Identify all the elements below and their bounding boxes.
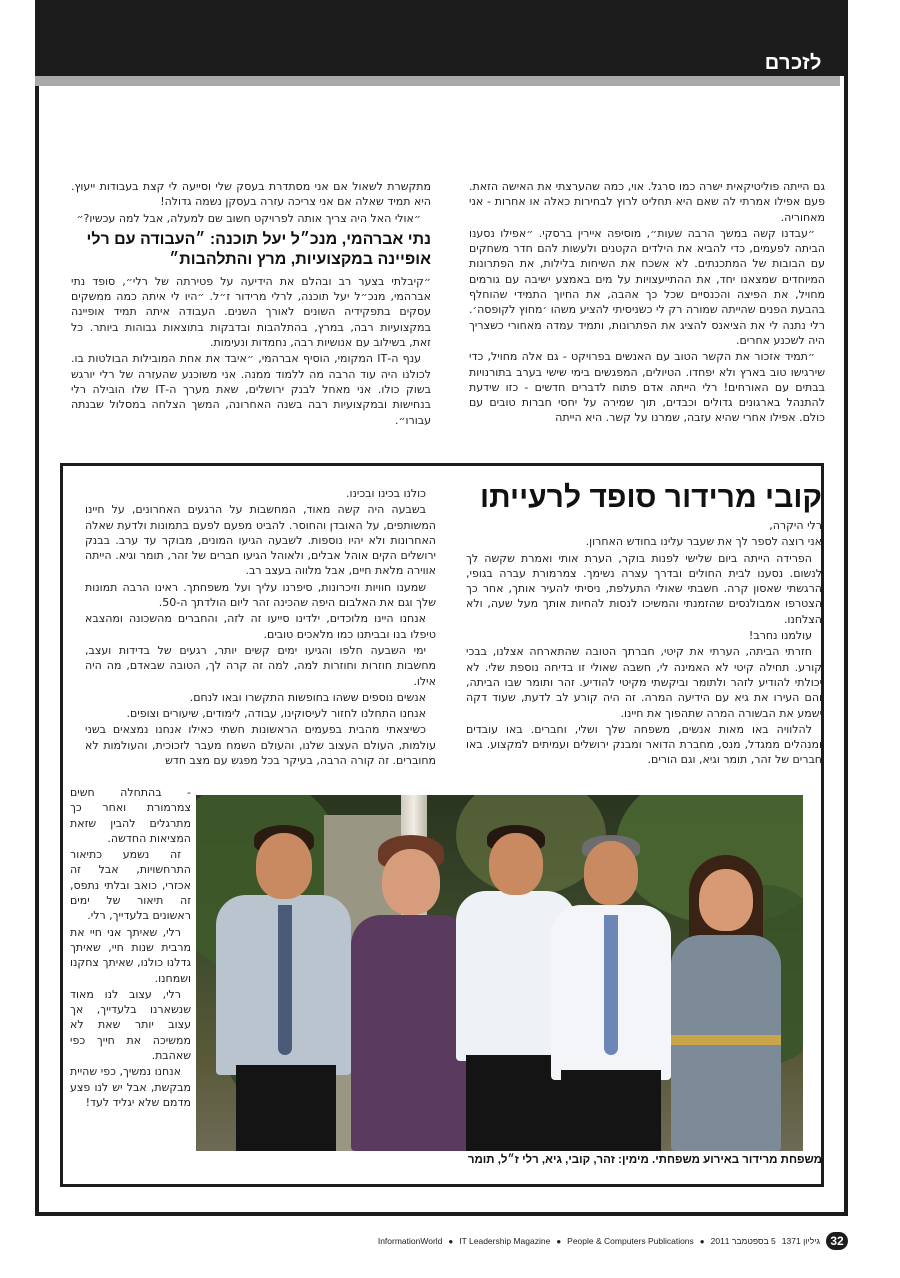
paragraph: ימי השבעה חלפו והגיעו ימים קשים יותר, רגעים של בדידות ועצב, מחשבות חוזרות וחוזרות למה, למה זה קרה לך, הטובה שבאדם, מה היה אילו.	[85, 643, 436, 688]
person-figure	[206, 825, 356, 1151]
paragraph: אנחנו נמשיך, כפי שהיית מבקשת, אבל יש לנו פצע מדמם שלא יגליד לעד!	[70, 1065, 191, 1109]
page-number: 32	[826, 1232, 848, 1250]
paragraph: רלי היקרה,	[769, 519, 822, 532]
photo-caption: משפחת מרידור באירוע משפחתי. מימין: זהר, קובי, גיא, רלי ז״ל, תומר	[467, 1154, 822, 1166]
person-figure	[546, 835, 676, 1151]
top-article-left-column	[71, 179, 431, 441]
eulogy-left-column	[85, 486, 436, 788]
paragraph: ״עבדנו קשה במשך הרבה שעות״, מוסיפה איירין ברסקי. ״אפילו נסענו הביתה לפעמים, כדי להביא את הילדים הקטנים ולעשות להם חדר משחקים עם הבובות של המתכנתים. לא אשכח את השיחות בלילות, את הפתרונות המיוחדים שמצאנו יחד, את ההתייעצויות על מי‏ם באמצע ישיבה עם גורמים מחויל, את הפיצה והכנסיים שכל כך אהבה, את החיוך התמידי שהוחלף בהבעת הפנים שהייתה שמורה רק לי כשניסיתי להציע משהו ׳מחוץ לקופסה׳. רלי נתנה לי את הציאנס להציג את הפתרונות, ותמיד עמדה מאחורי כשצריך היה לשכנע אחרים.	[469, 226, 825, 347]
page-footer	[378, 1232, 848, 1250]
paragraph: רלי, עצוב לנו מאוד שנשארנו בלעדייך, אך עצוב יותר שאת לא ממשיכה את חייך כפי שאהבת.	[70, 987, 191, 1063]
paragraph: הפרידה הייתה ביום שלישי לפנות בוקר, הערת אותי ואמרת שקשה לך לנשום. נסענו לבית החולים ובדרך עצרה נשימך. צמרמורת עברה בגופי, הרגשתי שאסון קרה. חשבתי שאולי התעלפת, ניסיתי להעיר אותך, אחר כך הצטרפו אמבולנסים שהזמנתי והמשיכו לנסות להחיות אותך מעל שעה, ולא הצלחנו.	[466, 551, 822, 626]
paragraph: ״אולי האל היה צריך אותה לפרויקט חשוב שם למעלה, אבל למה עכשיו?״	[76, 211, 421, 225]
paragraph: ענף ה-IT המקומי, הוסיף אברהמי, ״איבד את אחת המובילות הבולטות בו. לכולנו היה עוד הרבה מה ללמוד ממנה. אני משוכנע שהעזרה של רלי יורגש בשוק כולו. אני מאחל לבנק ירושלים, שאת מערך ה-IT שלו הובילה רלי בנחישות ובמקצועיות רבה בשנה האחרונה, המשך הצלחה במסלול שבנתה עבורו״.	[71, 352, 431, 427]
paragraph: רלי, שאיתך אני חיי את מרבית שנות חיי, שאיתך גדלנו כולנו, שאיתך צחקנו ושמחנו.	[70, 925, 191, 985]
paragraph: להלוויה באו מאות אנשים, משפחה שלך ושלי, וחברים. באו עובדים ומנהלים ממגדל, מנס, מחברת הדואר ומבנק ירושלים ועמיתים למקצוע. באו חברים של זהר, תומר וגיא, וגם הורים.	[466, 722, 822, 767]
magazine-name: IT Leadership Magazine	[459, 1236, 551, 1246]
header-rule	[35, 76, 840, 86]
separator-dot: ●	[556, 1236, 562, 1246]
eulogy-title: קובי מרידור סופד לרעייתו	[480, 481, 822, 514]
paragraph: - בהתחלה חשים צמרמורת ואחר כך מתרגלים להבין שזאת המציאות החדשה.	[70, 786, 191, 845]
paragraph: אנחנו התחלנו לחזור לעיסוקינו, עבודה, לימודים, שיעורים וצופים.	[126, 707, 426, 721]
paragraph: חזרתי הביתה, הערתי את קיטי, חברתך הטובה שהתארחה אצלנו, בבכי קורע. תחילה קיטי לא האמינה לי, חשבה שאולי זו בדיחה נוספת שלי. לא יכולתי להודיע לזהר ולתומר וביקשתי מקיטי להודיע. זהר ותומר שבו הביתה, והם העירו את גיא עם הידיעה המרה. זה היה קורע לב לדעת, שעוד דקה ישמע את הבשורה המרה שתהפוך את חיינו.	[466, 645, 822, 720]
paragraph: גם הייתה פוליטיקאית ישרה כמו סרגל. אוי, כמה שהערצתי את האישה הזאת. פעם אפילו אמרתי לה שאם היא תחליט לרוץ לבחירות כאלה או אחרות - אני מאחוריה.	[469, 180, 825, 224]
header-band	[35, 0, 848, 76]
issue-date: 5 בספטמבר 2011	[710, 1236, 776, 1246]
paragraph: אנחנו היינו מלוכדים, ילדינו סייעו זה לזה, והחברים מהשכונה ומהצבא טיפלו בנו ובביתנו כמו מלאכים טובים.	[85, 612, 436, 641]
paragraph: כשיצאתי מהבית בפעמים הראשונות חשתי כאילו אנחנו נמצאים בשני עולמות, העולם העצוב שלנו, והעולם השמח מעבר לזכוכית, והעולמות לא מחוברים. זה קורה הרבה, בעיקר בכל מפגש עם מצב חדש	[85, 723, 436, 768]
paragraph: אני רוצה לספר לך את שעבר עלינו בחודש האחרון.	[585, 535, 822, 549]
eulogy-narrow-column	[70, 785, 191, 1160]
paragraph: זה נשמע כתיאור התרחשויות, אבל זה אכזרי, כואב ובלתי נתפס, זה תיאור של ימים ראשונים בלעדייך, רלי.	[70, 848, 191, 923]
section-tag: לזכרם	[764, 52, 822, 74]
paragraph: עולמנו נחרב!	[748, 629, 812, 643]
separator-dot: ●	[699, 1236, 705, 1246]
website-name: InformationWorld	[377, 1236, 443, 1246]
paragraph: כולנו בכינו ובכינו.	[345, 487, 426, 500]
top-article-right-column	[469, 179, 825, 441]
eulogy-right-column	[466, 518, 822, 781]
paragraph: ״קיבלתי בצער רב ובהלם את הידיעה על פטירתה של רלי״, סופד נתי אברהמי, מנכ״ל יעל תוכנה, לרלי מרידור ז״ל. ״היו לי איתה כמה ממשקים עסקים בתפקידיה השונים לאורך השנים. העבודה איתה תמיד אופיינה במקצועיות רבה, במרץ, בהתלהבות ובדבקות בתוצאות גבוהות ביותר. כל זאת, בשילוב עם אנושיות רבה, נחמדות ונעימות.	[71, 274, 431, 350]
paragraph: מתקשרת לשאול אם אני מסתדרת בעסק שלי וסייעה לי קצת בעבודות ייעוץ. היא תמיד שאלה אם אני צריכה עזרה בעסקן נשמה גדולה!	[71, 180, 431, 209]
paragraph: שמענו חוויות וזיכרונות, סיפרנו עליך ועל משפחתך. ראינו הרבה תמונות שלך וגם את האלבום היפה שהכינה זהר ליום הולדתך ה-50.	[85, 580, 436, 610]
separator-dot: ●	[448, 1236, 454, 1246]
issue-number: גיליון 1371	[781, 1236, 820, 1246]
subheading: נתי אברהמי, מנכ״ל יעל תוכנה: ״העבודה עם רלי אופיינה במקצועיות, מרץ והתלהבות״	[86, 230, 431, 268]
publisher-name: People & Computers Publications	[567, 1236, 694, 1246]
paragraph: בשבעה היה קשה מאוד, המחשבות על הרגעים האחרונים, על חיינו המשותפים, על האובדן והחוסר. להביט מפעם לפעם בתמונות ולדעת שאלה האחרונות ולא יהיו נוספות. לשבעה הגיעו המונים, מבוקר עד ערב. בבנק ירושלים הקים אוהל אבלים, ולאוהל הגיעו חברים של זהר, תומר וגיא. הייתה אווירה מלאת חיים, אבל מלווה בעצב רב.	[85, 503, 436, 578]
family-photo	[196, 795, 803, 1151]
person-figure	[661, 855, 791, 1151]
paragraph: אנשים נוספים ששהו בחופשות התקשרו ובאו לנחם.	[189, 690, 426, 704]
paragraph: ״תמיד אזכור את הקשר הטוב עם האנשים בפרויקט - גם אלה מחויל, כדי שירגישו טוב בארץ ולא יפחדו. הטיולים, המפגשים בימי שישי בערב בתורנויות בבתים עם האורחים! רלי הייתה אדם פתוח לדברים חדשים - כזו שידעת להתנהל בארגונים גדולים וכבדים, תוך שמירה על יחסי חברות טובים עם כולם. אפילו אחרי שהיא עזבה, שמרנו על קשר. היא הייתה	[469, 350, 825, 425]
